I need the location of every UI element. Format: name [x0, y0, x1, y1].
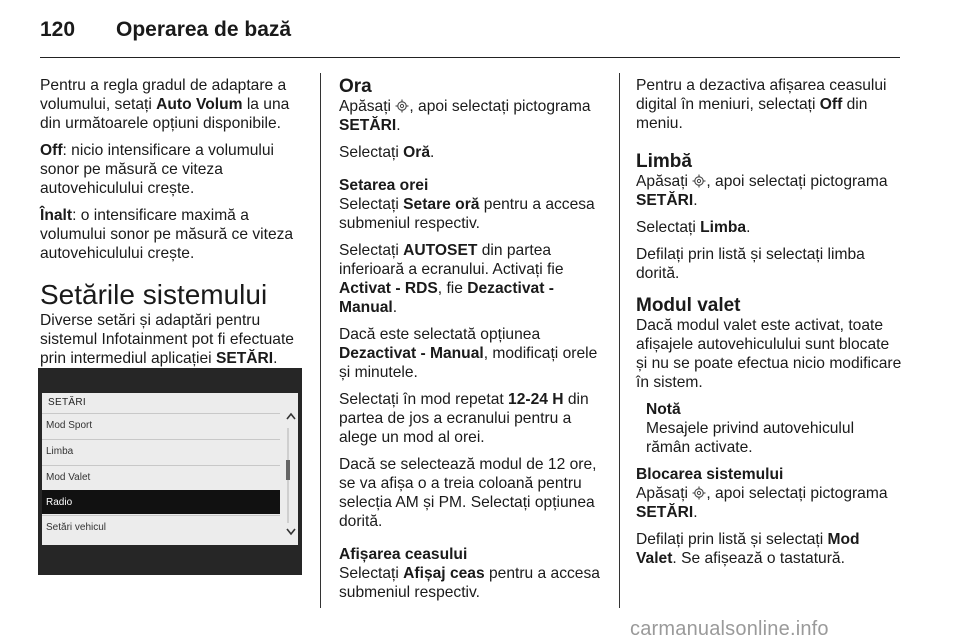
paragraph-limba-3: Defilați prin listă și selectați limba dorită.	[636, 246, 865, 282]
subheading-afisarea-ceasului: Afișarea ceasului	[339, 546, 468, 563]
settings-button-icon	[395, 99, 409, 113]
paragraph-dezactivat-manual: Dacă este selectată opțiunea Dezactivat - Manual, modificați orele și minutele.	[339, 326, 598, 381]
heading-limba: Limbă	[636, 151, 692, 172]
menu-item-mod-sport[interactable]: Mod Sport	[42, 413, 280, 437]
subheading-setarea-orei: Setarea orei	[339, 177, 429, 194]
paragraph-limba-2: Selectați Limba.	[636, 219, 751, 236]
paragraph-12-ore: Dacă se selectează modul de 12 ore, se va afișa o a treia coloană pentru selecția AM și PM. Selectați opțiunea dorită.	[339, 456, 597, 530]
note-box	[646, 400, 902, 457]
paragraph-setare-ora: Selectați Setare oră pentru a accesa submeniul respectiv.	[339, 196, 595, 232]
paragraph-off: Off: nicio intensificare a volumului sonor pe măsură ce viteza autovehiculului crește.	[40, 142, 274, 197]
paragraph-valet-intro: Dacă modul valet este activat, toate afișajele autovehiculului sunt blocate și nu se poate efectua nicio modificare în sistem.	[636, 317, 902, 391]
chevron-down-icon[interactable]	[286, 528, 296, 536]
paragraph-auto-volum: Pentru a regla gradul de adaptare a volumului, setați Auto Volum la una din următoarele opțiuni disponibile.	[40, 77, 290, 132]
note-title: Notă	[646, 401, 681, 418]
heading-ora: Ora	[339, 76, 372, 97]
section-heading-setarile-sistemului: Setările sistemului	[40, 279, 268, 310]
paragraph-blocare-2: Defilați prin listă și selectați Mod Valet. Se afișează o tastatură.	[636, 531, 860, 567]
note-text: Mesajele privind autovehiculul rămân activate.	[646, 420, 855, 456]
page-title: Operarea de bază	[116, 18, 292, 41]
column-divider-2	[619, 73, 620, 608]
paragraph-afisaj-ceas: Selectați Afișaj ceas pentru a accesa submeniul respectiv.	[339, 565, 600, 601]
watermark: carmanualsonline.info	[630, 618, 829, 640]
paragraph-ora-2: Selectați Oră.	[339, 144, 435, 161]
menu-item-mod-valet[interactable]: Mod Valet	[42, 465, 280, 489]
paragraph-inalt: Înalt: o intensificare maximă a volumului sonor pe măsură ce viteza autovehiculului crește.	[40, 207, 294, 262]
page-number: 120	[40, 18, 76, 41]
menu-item-radio[interactable]: Radio	[42, 490, 280, 514]
settings-button-icon	[692, 486, 706, 500]
header-rule	[40, 57, 900, 58]
paragraph-12-24h: Selectați în mod repetat 12-24 H din partea de jos a ecranului pentru a alege un mod al orei.	[339, 391, 589, 446]
screen-title: SETĂRI	[48, 397, 86, 408]
paragraph-setari-intro: Diverse setări și adaptări pentru sistemul Infotainment pot fi efectuate prin intermediul aplicației SETĂRI.	[40, 312, 294, 367]
scrollbar-thumb[interactable]	[286, 460, 290, 480]
paragraph-ora-1: Apăsați , apoi selectați pictograma SETĂRI.	[339, 98, 591, 134]
settings-screen-image	[38, 368, 302, 575]
column-1	[40, 76, 306, 376]
menu-item-limba[interactable]: Limba	[42, 439, 280, 463]
paragraph-autoset: Selectați AUTOSET din partea inferioară a ecranului. Activați fie Activat - RDS, fie Dezactivat - Manual.	[339, 242, 564, 316]
subheading-blocarea-sistemului: Blocarea sistemului	[636, 466, 784, 483]
heading-modul-valet: Modul valet	[636, 295, 741, 316]
paragraph-blocare-1: Apăsați , apoi selectați pictograma SETĂRI.	[636, 485, 888, 521]
paragraph-limba-1: Apăsați , apoi selectați pictograma SETĂRI.	[636, 173, 888, 209]
settings-button-icon	[692, 174, 706, 188]
column-2	[339, 76, 605, 610]
chevron-up-icon[interactable]	[286, 412, 296, 420]
menu-item-setari-vehicul[interactable]: Setări vehicul	[42, 515, 280, 539]
paragraph-dezactiva-ceas: Pentru a dezactiva afișarea ceasului digital în meniuri, selectați Off din meniu.	[636, 77, 887, 132]
column-3	[636, 76, 902, 576]
page-header	[40, 18, 291, 42]
column-divider-1	[320, 73, 321, 608]
